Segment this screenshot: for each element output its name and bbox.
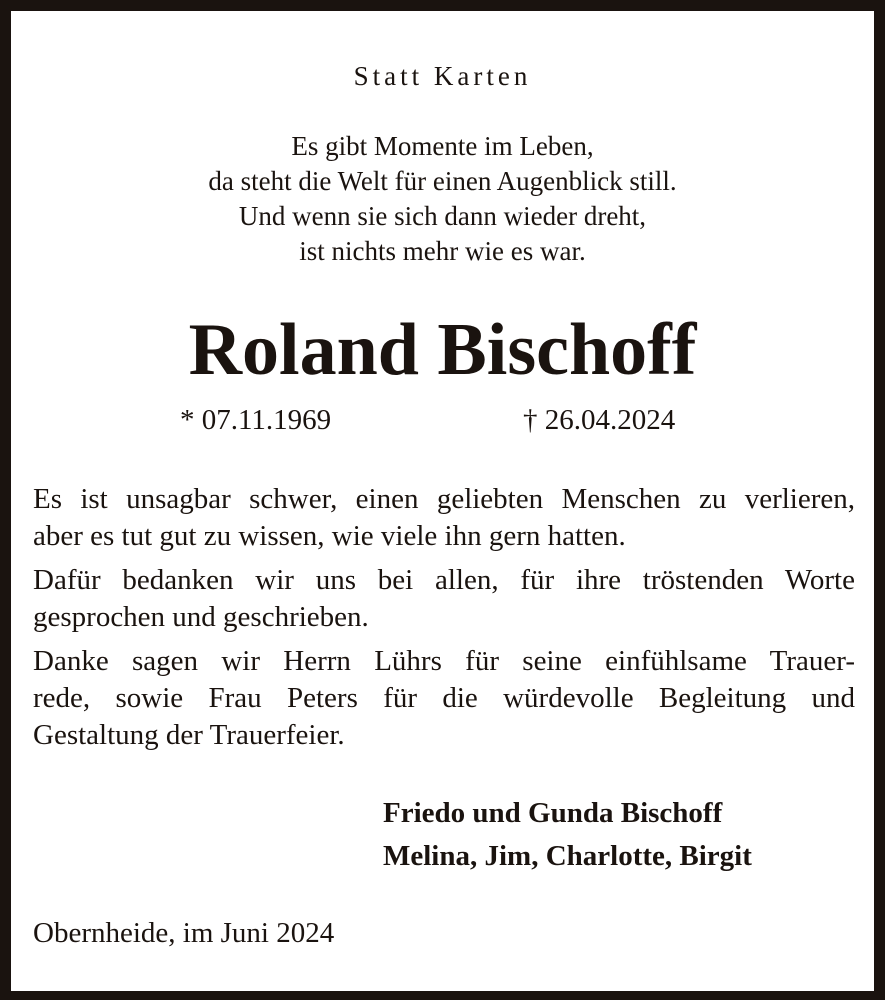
deceased-name: Roland Bischoff bbox=[188, 309, 697, 391]
message-line: Danke sagen wir Herrn Lührs für seine einfühlsame Trauer- bbox=[33, 645, 855, 677]
signers bbox=[383, 792, 752, 878]
message-text bbox=[33, 481, 855, 754]
poem-line: Und wenn sie sich dann wieder dreht, bbox=[238, 201, 647, 231]
poem bbox=[0, 129, 885, 269]
signer-line: Melina, Jim, Charlotte, Birgit bbox=[383, 840, 752, 872]
place-date: Obernheide, im Juni 2024 bbox=[33, 917, 335, 949]
birth-date: * 07.11.1969 bbox=[180, 404, 332, 436]
poem-line: ist nichts mehr wie es war. bbox=[299, 236, 586, 266]
poem-line: da steht die Welt für einen Augenblick still. bbox=[208, 166, 677, 196]
poem-line: Es gibt Momente im Leben, bbox=[291, 131, 594, 161]
message-line: gesprochen und geschrieben. bbox=[33, 601, 369, 633]
message-paragraph bbox=[33, 643, 855, 754]
message-line: Dafür bedanken wir uns bei allen, für ihre tröstenden Worte bbox=[33, 564, 855, 596]
death-date: † 26.04.2024 bbox=[523, 404, 676, 436]
signer-line: Friedo und Gunda Bischoff bbox=[383, 797, 723, 829]
message-line: Es ist unsagbar schwer, einen geliebten Menschen zu verlieren, bbox=[33, 483, 855, 515]
message-line: Gestaltung der Trauerfeier. bbox=[33, 719, 345, 751]
message-paragraph bbox=[33, 562, 855, 636]
message-line: aber es tut gut zu wissen, wie viele ihn gern hatten. bbox=[33, 520, 626, 552]
message-paragraph bbox=[33, 481, 855, 555]
header-statt-karten: Statt Karten bbox=[353, 61, 532, 91]
message-line: rede, sowie Frau Peters für die würdevolle Begleitung und bbox=[33, 682, 855, 714]
